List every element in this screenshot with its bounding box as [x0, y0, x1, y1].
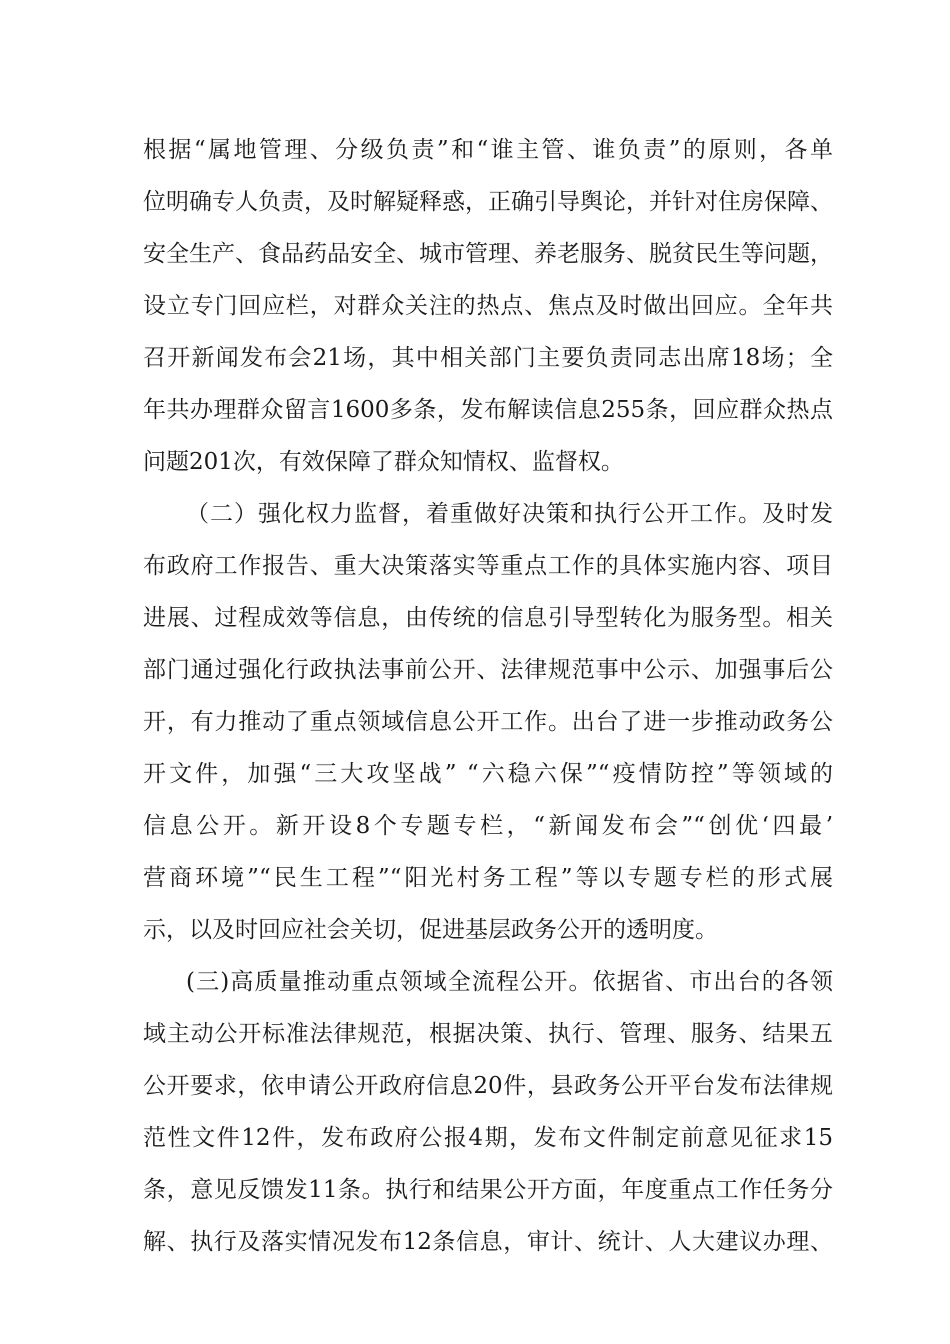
- text-line: 信息公开。新开设8个专题专栏，“新闻发布会”“创优‘四最’: [143, 813, 833, 839]
- text-line: 问题201次，有效保障了群众知情权、监督权。: [143, 449, 624, 475]
- text-line: 范性文件12件，发布政府公报4期，发布文件制定前意见征求15: [143, 1125, 833, 1151]
- text-line: 布政府工作报告、重大决策落实等重点工作的具体实施内容、项目: [143, 553, 833, 579]
- text-line: 部门通过强化行政执法事前公开、法律规范事中公示、加强事后公: [143, 657, 833, 683]
- text-line: 设立专门回应栏，对群众关注的热点、焦点及时做出回应。全年共: [143, 293, 833, 319]
- text-line: 位明确专人负责，及时解疑释惑，正确引导舆论，并针对住房保障、: [143, 189, 833, 215]
- paragraph-heading-line: （二）强化权力监督，着重做好决策和执行公开工作。及时发: [186, 501, 833, 527]
- paragraph-heading-line: (三)高质量推动重点领域全流程公开。依据省、市出台的各领: [186, 969, 833, 995]
- text-line: 营商环境”“民生工程”“阳光村务工程”等以专题专栏的形式展: [143, 865, 833, 891]
- text-line: 根据“属地管理、分级负责”和“谁主管、谁负责”的原则，各单: [143, 137, 833, 163]
- text-line: 域主动公开标准法律规范，根据决策、执行、管理、服务、结果五: [143, 1021, 833, 1047]
- text-line: 召开新闻发布会21场，其中相关部门主要负责同志出席18场；全: [143, 345, 833, 371]
- text-line: 公开要求，依申请公开政府信息20件，县政务公开平台发布法律规: [143, 1073, 833, 1099]
- text-line: 开，有力推动了重点领域信息公开工作。出台了进一步推动政务公: [143, 709, 833, 735]
- text-line: 开文件，加强“三大攻坚战” “六稳六保”“疫情防控”等领域的: [143, 761, 833, 787]
- text-line: 进展、过程成效等信息，由传统的信息引导型转化为服务型。相关: [143, 605, 833, 631]
- text-line: 条，意见反馈发11条。执行和结果公开方面，年度重点工作任务分: [143, 1177, 833, 1203]
- text-line: 示，以及时回应社会关切，促进基层政务公开的透明度。: [143, 917, 718, 943]
- text-line: 年共办理群众留言1600多条，发布解读信息255条，回应群众热点: [143, 397, 833, 423]
- text-line: 解、执行及落实情况发布12条信息，审计、统计、人大建议办理、: [143, 1229, 833, 1255]
- text-line: 安全生产、食品药品安全、城市管理、养老服务、脱贫民生等问题，: [143, 241, 833, 267]
